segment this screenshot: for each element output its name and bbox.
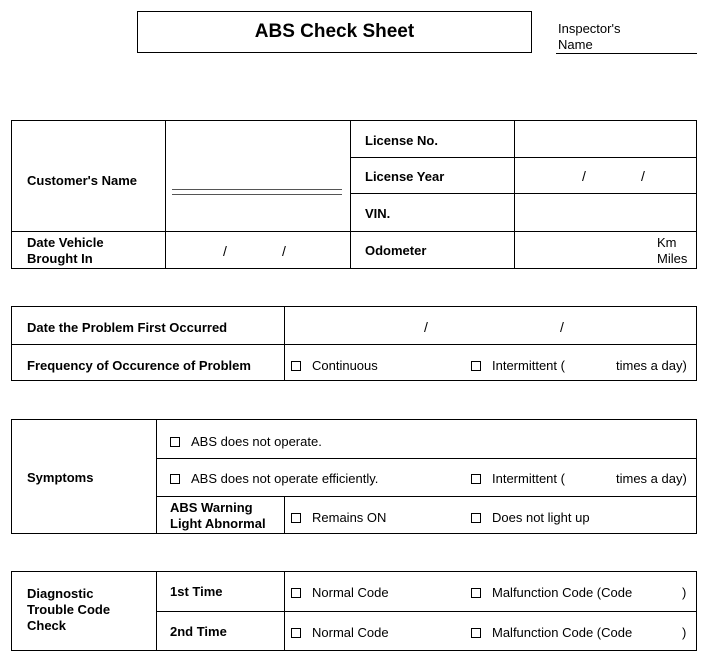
date-brought-in-line1: Date Vehicle <box>27 235 104 250</box>
continuous-option[interactable] <box>291 358 378 374</box>
symptoms-table <box>11 419 697 534</box>
date-brought-in-separator-1: / <box>223 243 227 259</box>
abs-not-operate-option[interactable] <box>170 434 322 450</box>
first-close-paren: ) <box>682 585 687 600</box>
second-normal-code-option[interactable] <box>291 625 389 641</box>
remains-on-checkbox[interactable] <box>291 513 301 523</box>
warning-light-line2: Light Abnormal <box>170 516 266 531</box>
intermittent-option[interactable] <box>471 358 565 374</box>
warning-light-label <box>170 500 266 532</box>
first-occurred-separator-1: / <box>424 319 428 335</box>
second-malfunction-code-option[interactable] <box>471 625 632 641</box>
dtc-check-table <box>11 571 697 651</box>
dtc-line2: Trouble Code <box>27 602 111 617</box>
vin-label: VIN. <box>365 206 391 221</box>
odometer-label: Odometer <box>365 243 427 258</box>
license-year-separator-1: / <box>582 168 586 184</box>
abs-not-operate-label: ABS does not operate. <box>191 434 322 449</box>
date-brought-in-line2: Brought In <box>27 251 93 266</box>
dtc-check-label <box>27 586 110 634</box>
inspector-label-line2: Name <box>558 37 593 52</box>
license-no-label: License No. <box>365 133 438 148</box>
first-occurred-label: Date the Problem First Occurred <box>27 320 228 335</box>
times-a-day-label: times a day) <box>616 358 687 373</box>
license-year-label: License Year <box>365 169 445 184</box>
continuous-checkbox[interactable] <box>291 361 301 371</box>
miles-label: Miles <box>657 251 688 266</box>
frequency-label: Frequency of Occurence of Problem <box>27 358 251 373</box>
warning-light-line1: ABS Warning <box>170 500 253 515</box>
date-brought-in-label <box>27 235 104 267</box>
first-normal-code-label: Normal Code <box>312 585 389 600</box>
second-malfunction-code-checkbox[interactable] <box>471 628 481 638</box>
second-time-label: 2nd Time <box>170 624 227 639</box>
symptoms-label: Symptoms <box>27 470 94 485</box>
inspector-name-field[interactable] <box>556 53 697 54</box>
abs-not-operate-checkbox[interactable] <box>170 437 180 447</box>
km-label: Km <box>657 235 677 250</box>
first-malfunction-code-label: Malfunction Code (Code <box>492 585 633 600</box>
symptom-intermittent-label: Intermittent ( <box>492 471 565 486</box>
intermittent-checkbox[interactable] <box>471 361 481 371</box>
inspector-name-label <box>558 21 620 53</box>
continuous-label: Continuous <box>312 358 378 373</box>
dtc-line3: Check <box>27 618 67 633</box>
first-time-label: 1st Time <box>170 584 223 599</box>
first-normal-code-checkbox[interactable] <box>291 588 301 598</box>
first-normal-code-option[interactable] <box>291 585 389 601</box>
first-malfunction-code-checkbox[interactable] <box>471 588 481 598</box>
intermittent-label: Intermittent ( <box>492 358 565 373</box>
remains-on-label: Remains ON <box>312 510 387 525</box>
customer-vehicle-table <box>11 120 697 269</box>
customer-name-field[interactable] <box>172 189 342 195</box>
inspector-label-line1: Inspector's <box>558 21 621 36</box>
second-normal-code-checkbox[interactable] <box>291 628 301 638</box>
does-not-light-up-option[interactable] <box>471 510 590 526</box>
abs-not-efficient-option[interactable] <box>170 471 378 487</box>
symptom-intermittent-option[interactable] <box>471 471 565 487</box>
does-not-light-up-checkbox[interactable] <box>471 513 481 523</box>
does-not-light-up-label: Does not light up <box>492 510 590 525</box>
first-malfunction-code-option[interactable] <box>471 585 632 601</box>
symptom-times-a-day-label: times a day) <box>616 471 687 486</box>
page-title: ABS Check Sheet <box>137 11 532 53</box>
dtc-line1: Diagnostic <box>27 586 94 601</box>
vin-field[interactable] <box>516 195 696 230</box>
remains-on-option[interactable] <box>291 510 386 526</box>
customer-name-label: Customer's Name <box>27 173 138 188</box>
first-occurred-separator-2: / <box>560 319 564 335</box>
license-no-field[interactable] <box>516 122 696 156</box>
abs-not-efficient-checkbox[interactable] <box>170 474 180 484</box>
license-year-separator-2: / <box>641 168 645 184</box>
problem-occurrence-table <box>11 306 697 381</box>
second-close-paren: ) <box>682 625 687 640</box>
date-brought-in-separator-2: / <box>282 243 286 259</box>
second-malfunction-code-label: Malfunction Code (Code <box>492 625 633 640</box>
symptom-intermittent-checkbox[interactable] <box>471 474 481 484</box>
abs-not-efficient-label: ABS does not operate efficiently. <box>191 471 379 486</box>
second-normal-code-label: Normal Code <box>312 625 389 640</box>
